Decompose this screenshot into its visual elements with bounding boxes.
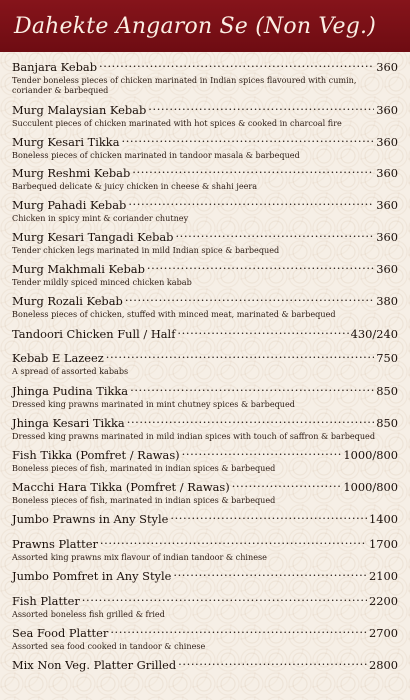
menu-item-description: Assorted king prawns mix flavour of indian tandoor & chinese bbox=[12, 552, 267, 562]
menu-item-row bbox=[12, 446, 398, 462]
menu-item-description: Boneless pieces of fish, marinated in indian spices & barbequed bbox=[12, 463, 276, 473]
menu-item bbox=[12, 382, 398, 409]
menu-item-row bbox=[12, 567, 398, 583]
menu-item bbox=[12, 478, 398, 505]
menu-item-price: 2100 bbox=[369, 569, 398, 583]
menu-item-row bbox=[12, 58, 398, 74]
menu-item-row bbox=[12, 414, 398, 430]
menu-item-name: Fish Tikka (Pomfret / Rawas) bbox=[12, 448, 180, 462]
menu-item-name: Jhinga Pudina Tikka bbox=[12, 384, 129, 398]
menu-item-price: 850 bbox=[376, 416, 398, 430]
dot-leader bbox=[121, 133, 374, 146]
menu-item-description: Dressed king prawns marinated in mint chutney spices & barbequed bbox=[12, 399, 295, 409]
menu-item-row bbox=[12, 624, 398, 640]
dot-leader bbox=[128, 196, 374, 209]
menu-item bbox=[12, 592, 398, 619]
menu-item-price: 2700 bbox=[369, 626, 398, 640]
menu-item bbox=[12, 414, 398, 441]
menu-item-row bbox=[12, 101, 398, 117]
menu-item bbox=[12, 656, 398, 672]
menu-item-name: Mix Non Veg. Platter Grilled bbox=[12, 658, 177, 672]
dot-leader bbox=[232, 478, 342, 491]
menu-item-description: Assorted boneless fish grilled & fried bbox=[12, 609, 165, 619]
dot-leader bbox=[127, 414, 375, 427]
menu-item-description: Tender mildly spiced minced chicken kabab bbox=[12, 277, 192, 287]
menu-item bbox=[12, 292, 398, 319]
menu-item bbox=[12, 101, 398, 128]
dot-leader bbox=[175, 228, 374, 241]
menu-item-description: Dressed king prawns marinated in mild indian spices with touch of saffron & barbequed bbox=[12, 431, 376, 441]
dot-leader bbox=[100, 535, 367, 548]
menu-item-description: Assorted sea food cooked in tandoor & chinese bbox=[12, 641, 206, 651]
page-title: Dahekte Angaron Se (Non Veg.) bbox=[14, 13, 376, 39]
menu-item bbox=[12, 349, 398, 376]
menu-item-price: 750 bbox=[376, 351, 398, 365]
menu-header bbox=[0, 0, 410, 52]
menu-item-name: Fish Platter bbox=[12, 594, 80, 608]
dot-leader bbox=[110, 624, 367, 637]
menu-item-row bbox=[12, 260, 398, 276]
menu-item-description: Barbequed delicate & juicy chicken in cheese & shahi jeera bbox=[12, 181, 258, 191]
menu-item-row bbox=[12, 325, 398, 341]
dot-leader bbox=[182, 446, 342, 459]
menu-list bbox=[12, 58, 398, 677]
menu-item-name: Murg Pahadi Kebab bbox=[12, 198, 127, 212]
menu-item-price: 360 bbox=[376, 60, 398, 74]
menu-item bbox=[12, 624, 398, 651]
menu-item-row bbox=[12, 349, 398, 365]
menu-item-price: 850 bbox=[376, 384, 398, 398]
menu-item-price: 2800 bbox=[369, 658, 398, 672]
dot-leader bbox=[147, 260, 374, 273]
menu-item-name: Tandoori Chicken Full / Half bbox=[12, 327, 176, 341]
menu-item-price: 1000/800 bbox=[343, 448, 398, 462]
menu-item-name: Kebab E Lazeez bbox=[12, 351, 104, 365]
menu-item bbox=[12, 535, 398, 562]
menu-item-name: Murg Kesari Tangadi Kebab bbox=[12, 230, 174, 244]
menu-item-description: Chicken in spicy mint & coriander chutney bbox=[12, 213, 189, 223]
dot-leader bbox=[106, 349, 375, 362]
menu-item-name: Murg Makhmali Kebab bbox=[12, 262, 145, 276]
menu-item-price: 380 bbox=[376, 294, 398, 308]
menu-item-name: Prawns Platter bbox=[12, 537, 98, 551]
menu-item-name: Murg Kesari Tikka bbox=[12, 135, 120, 149]
menu-item-name: Murg Rozali Kebab bbox=[12, 294, 123, 308]
menu-item bbox=[12, 325, 398, 341]
menu-item-name: Jumbo Pomfret in Any Style bbox=[12, 569, 172, 583]
dot-leader bbox=[170, 510, 367, 523]
menu-item-name: Murg Malaysian Kebab bbox=[12, 103, 147, 117]
menu-item bbox=[12, 510, 398, 526]
dot-leader bbox=[177, 325, 348, 338]
menu-item-row bbox=[12, 382, 398, 398]
menu-item-price: 360 bbox=[376, 198, 398, 212]
menu-item bbox=[12, 567, 398, 583]
menu-item-price: 360 bbox=[376, 166, 398, 180]
menu-item-price: 360 bbox=[376, 103, 398, 117]
dot-leader bbox=[132, 164, 374, 177]
menu-item-name: Jhinga Kesari Tikka bbox=[12, 416, 125, 430]
menu-item-price: 430/240 bbox=[350, 327, 398, 341]
menu-item-description: A spread of assorted kababs bbox=[12, 366, 129, 376]
menu-item-description: Boneless pieces of chicken marinated in tandoor masala & barbequed bbox=[12, 150, 300, 160]
menu-item-price: 1700 bbox=[369, 537, 398, 551]
menu-item-description: Succulent pieces of chicken marinated with hot spices & cooked in charcoal fire bbox=[12, 118, 342, 128]
menu-item-description: Tender boneless pieces of chicken marinated in Indian spices flavoured with cumin, coriander & barbequed bbox=[12, 75, 357, 95]
dot-leader bbox=[82, 592, 367, 605]
menu-item-price: 360 bbox=[376, 135, 398, 149]
menu-item-name: Jumbo Prawns in Any Style bbox=[12, 512, 169, 526]
menu-item-row bbox=[12, 656, 398, 672]
menu-item-row bbox=[12, 196, 398, 212]
dot-leader bbox=[148, 101, 374, 114]
menu-item-description: Tender chicken legs marinated in mild Indian spice & barbequed bbox=[12, 245, 280, 255]
menu-item bbox=[12, 260, 398, 287]
menu-item-row bbox=[12, 228, 398, 244]
menu-item-price: 360 bbox=[376, 262, 398, 276]
menu-item bbox=[12, 133, 398, 160]
menu-item bbox=[12, 58, 398, 95]
menu-item-name: Macchi Hara Tikka (Pomfret / Rawas) bbox=[12, 480, 230, 494]
menu-item-row bbox=[12, 478, 398, 494]
menu-item bbox=[12, 228, 398, 255]
menu-item-row bbox=[12, 535, 398, 551]
menu-item-row bbox=[12, 592, 398, 608]
menu-item-row bbox=[12, 292, 398, 308]
menu-item-name: Murg Reshmi Kebab bbox=[12, 166, 131, 180]
menu-item-row bbox=[12, 164, 398, 180]
menu-item-name: Banjara Kebab bbox=[12, 60, 97, 74]
menu-item-description: Boneless pieces of fish, marinated in indian spices & barbequed bbox=[12, 495, 276, 505]
menu-item-row bbox=[12, 133, 398, 149]
menu-item bbox=[12, 446, 398, 473]
dot-leader bbox=[99, 58, 374, 71]
dot-leader bbox=[130, 382, 374, 395]
menu-item-description: Boneless pieces of chicken, stuffed with minced meat, marinated & barbequed bbox=[12, 309, 336, 319]
dot-leader bbox=[173, 567, 367, 580]
menu-item-price: 1000/800 bbox=[343, 480, 398, 494]
menu-item bbox=[12, 164, 398, 191]
dot-leader bbox=[178, 656, 367, 669]
dot-leader bbox=[125, 292, 374, 305]
menu-item bbox=[12, 196, 398, 223]
menu-item-name: Sea Food Platter bbox=[12, 626, 109, 640]
menu-item-price: 360 bbox=[376, 230, 398, 244]
menu-item-price: 2200 bbox=[369, 594, 398, 608]
menu-item-row bbox=[12, 510, 398, 526]
menu-item-price: 1400 bbox=[369, 512, 398, 526]
